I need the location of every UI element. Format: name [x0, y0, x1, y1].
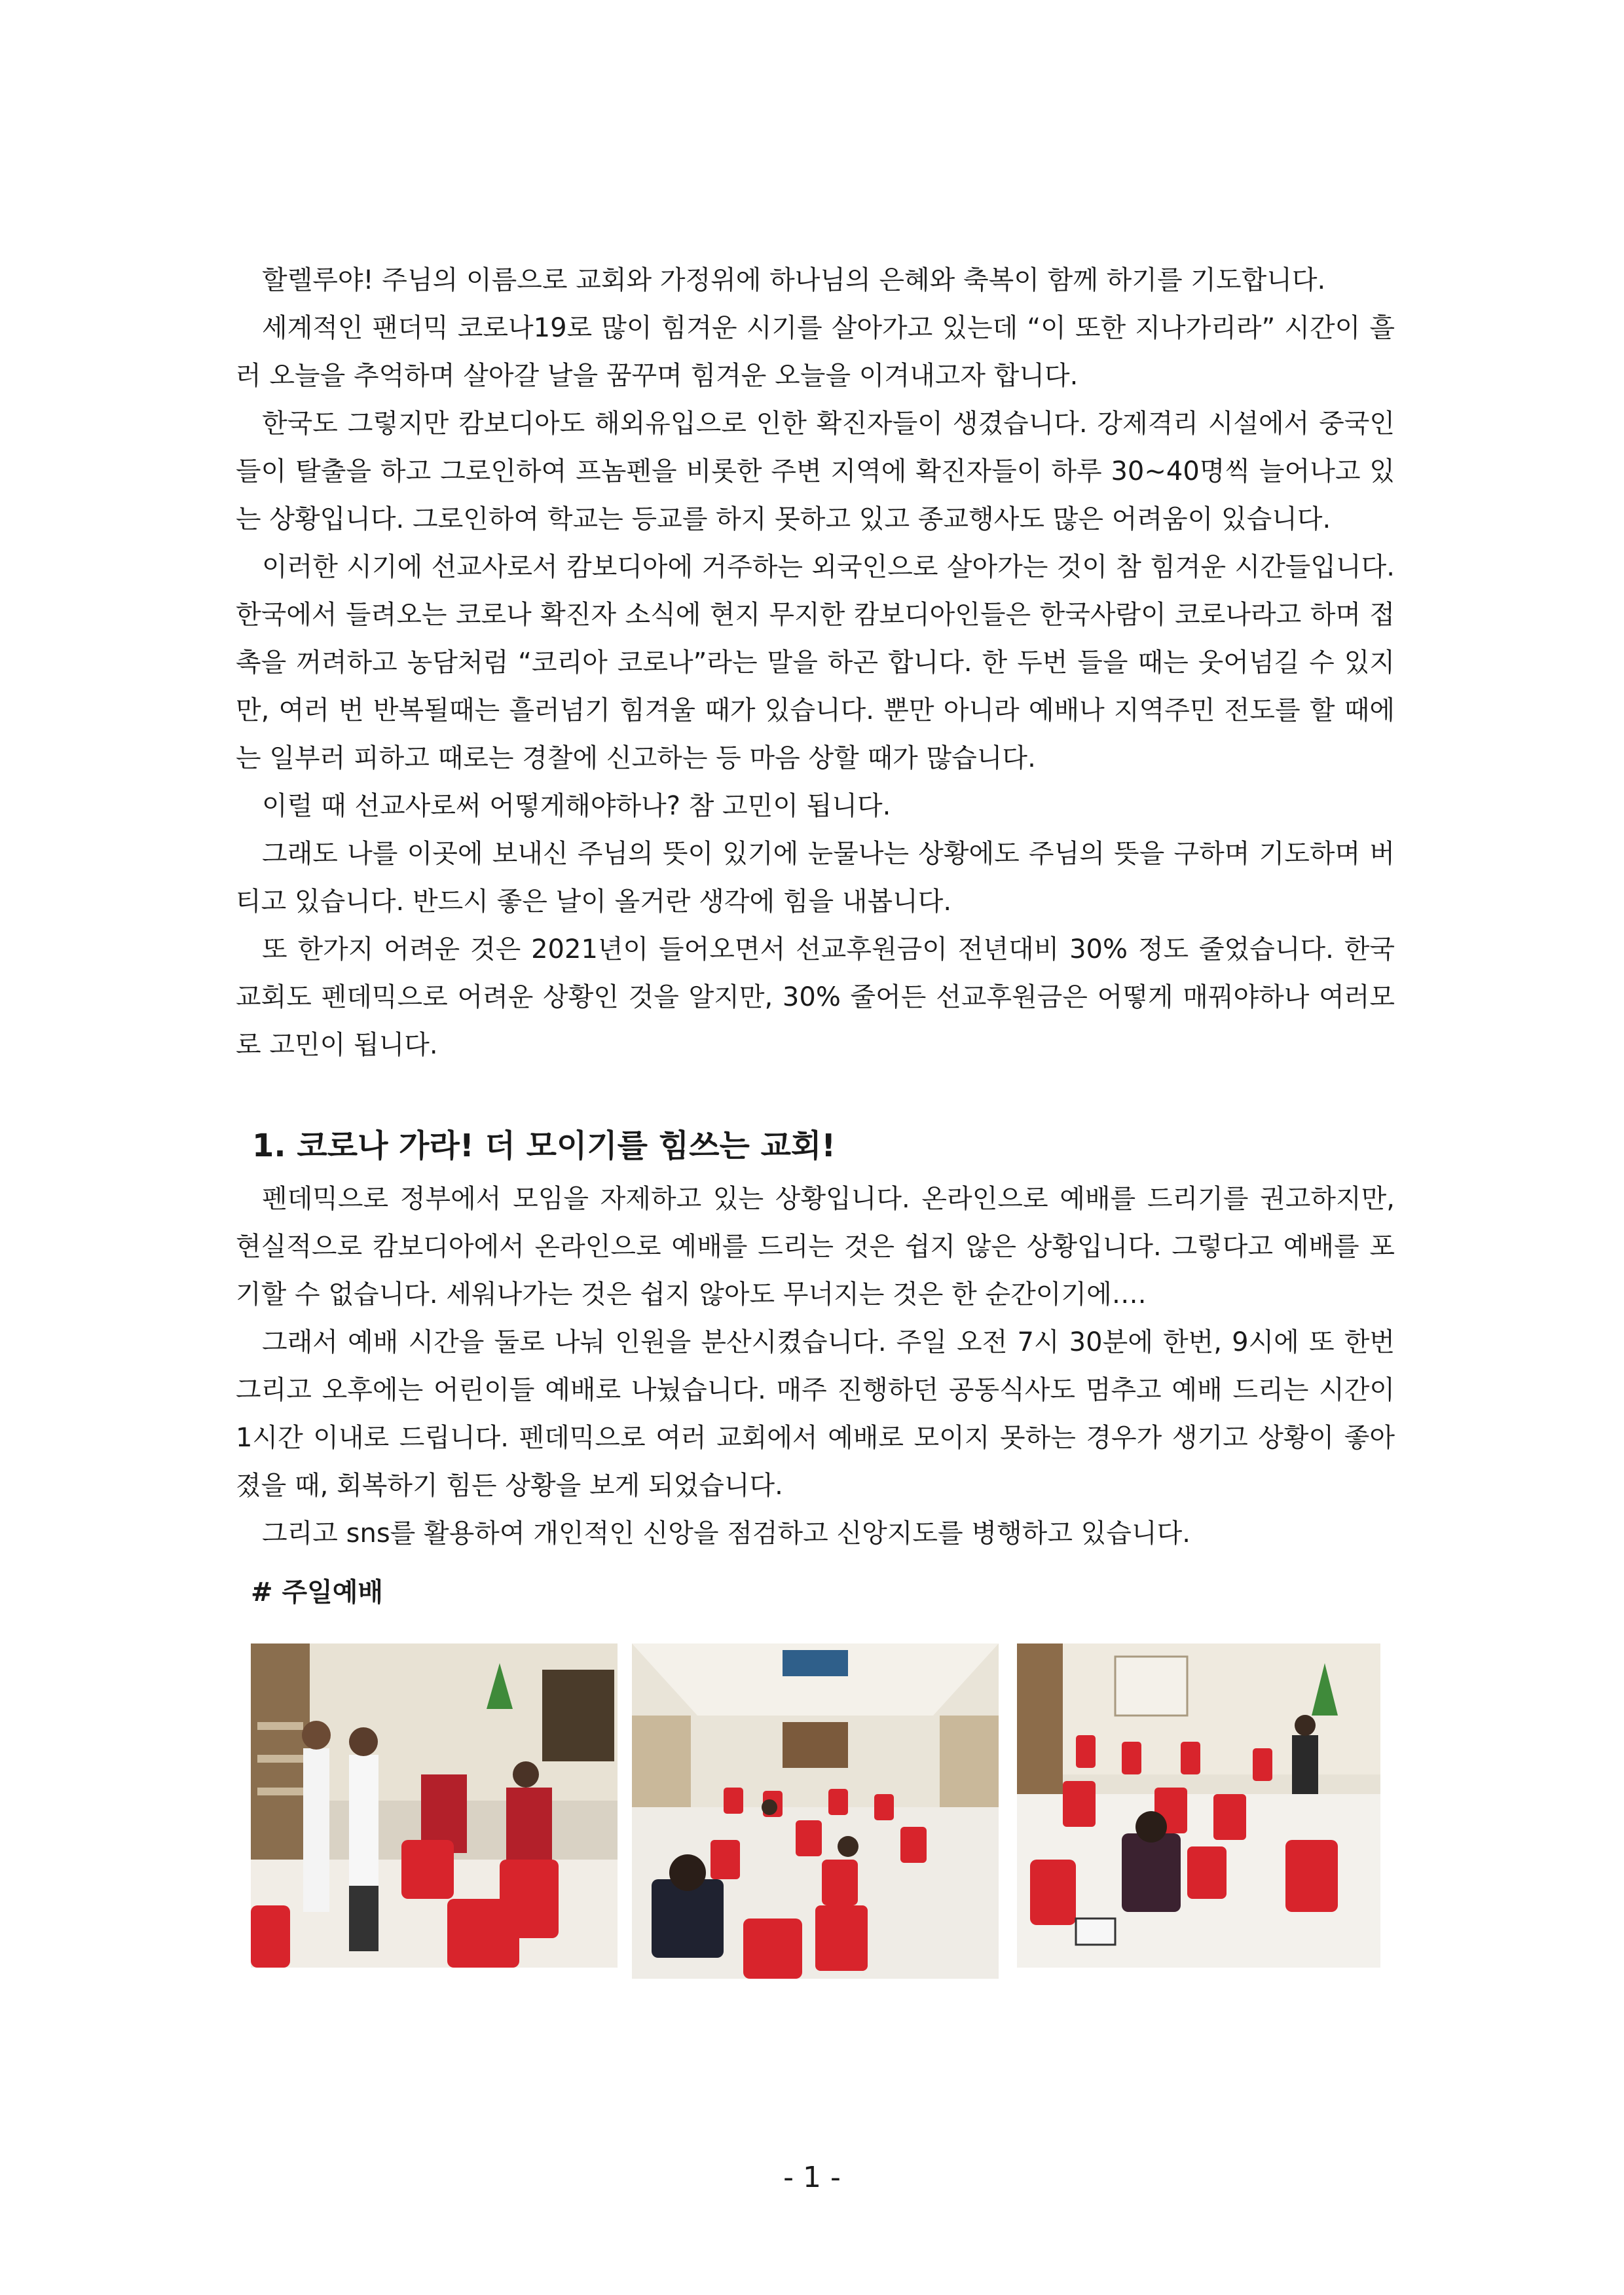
paragraph: 세계적인 팬더믹 코로나19로 많이 힘겨운 시기를 살아가고 있는데 “이 또한 지나가리라” 시간이 흘러 오늘을 추억하며 살아갈 날을 꿈꾸며 힘겨운 오늘을 이겨내고자 합니다.	[236, 313, 1395, 391]
sunday-worship-photo-3	[1017, 1643, 1380, 1968]
paragraph: 그리고 sns를 활용하여 개인적인 신앙을 점검하고 신앙지도를 병행하고 있습니다.	[262, 1518, 1190, 1549]
intro-text	[236, 257, 1395, 1069]
page-number: - 1 -	[783, 2161, 841, 2194]
sunday-worship-photo-1	[251, 1643, 618, 1968]
section-title: 1. 코로나 가라! 더 모이기를 힘쓰는 교회!	[252, 1128, 836, 1164]
paragraph: 그래도 나를 이곳에 보내신 주님의 뜻이 있기에 눈물나는 상황에도 주님의 뜻을 구하며 기도하며 버티고 있습니다. 반드시 좋은 날이 올거란 생각에 힘을 내봅니다.	[236, 839, 1395, 917]
paragraph: 펜데믹으로 정부에서 모임을 자제하고 있는 상황입니다. 온라인으로 예배를 드리기를 권고하지만, 현실적으로 캄보디아에서 온라인으로 예배를 드리는 것은 쉽지 않은 상황입니다. 그렇다고 예배를 포기할 수 없습니다. 세워나가는 것은 쉽지 않아도 무너지는 것은 한 순간이기에….	[236, 1184, 1395, 1310]
paragraph: 그래서 예배 시간을 둘로 나눠 인원을 분산시켰습니다. 주일 오전 7시 30분에 한번, 9시에 또 한번 그리고 오후에는 어린이들 예배로 나눴습니다. 매주 진행하던 공동식사도 멈추고 예배 드리는 시간이 1시간 이내로 드립니다. 펜데믹으로 여러 교회에서 예배로 모이지 못하는 경우가 생기고 상황이 좋아졌을 때, 회복하기 힘든 상황을 보게 되었습니다.	[236, 1327, 1395, 1501]
section-1	[236, 1116, 1395, 1558]
paragraph: 할렐루야! 주님의 이름으로 교회와 가정위에 하나님의 은혜와 축복이 함께 하기를 기도합니다.	[262, 265, 1326, 295]
paragraph: 또 한가지 어려운 것은 2021년이 들어오면서 선교후원금이 전년대비 30% 정도 줄었습니다. 한국교회도 펜데믹으로 어려운 상황인 것을 알지만, 30% 줄어든 선교후원금은 어떻게 매꿔야하나 여러모로 고민이 됩니다.	[236, 934, 1395, 1060]
paragraph: 이러한 시기에 선교사로서 캄보디아에 거주하는 외국인으로 살아가는 것이 참 힘겨운 시간들입니다. 한국에서 들려오는 코로나 확진자 소식에 현지 무지한 캄보디아인들은 한국사람이 코로나라고 하며 접촉을 꺼려하고 농담처럼 “코리아 코로나”라는 말을 하곤 합니다. 한 두번 들을 때는 웃어넘길 수 있지만, 여러 번 반복될때는 흘러넘기 힘겨울 때가 있습니다. 뿐만 아니라 예배나 지역주민 전도를 할 때에는 일부러 피하고 때로는 경찰에 신고하는 등 마음 상할 때가 많습니다.	[236, 552, 1395, 773]
sunday-worship-photo-2	[632, 1643, 999, 1979]
photo-caption: # 주일예배	[251, 1577, 384, 1607]
paragraph: 한국도 그렇지만 캄보디아도 해외유입으로 인한 확진자들이 생겼습니다. 강제격리 시설에서 중국인들이 탈출을 하고 그로인하여 프놈펜을 비롯한 주변 지역에 확진자들이 하루 30~40명씩 늘어나고 있는 상황입니다. 그로인하여 학교는 등교를 하지 못하고 있고 종교행사도 많은 어려움이 있습니다.	[236, 409, 1395, 534]
paragraph: 이럴 때 선교사로써 어떻게해야하나? 참 고민이 됩니다.	[262, 791, 891, 821]
